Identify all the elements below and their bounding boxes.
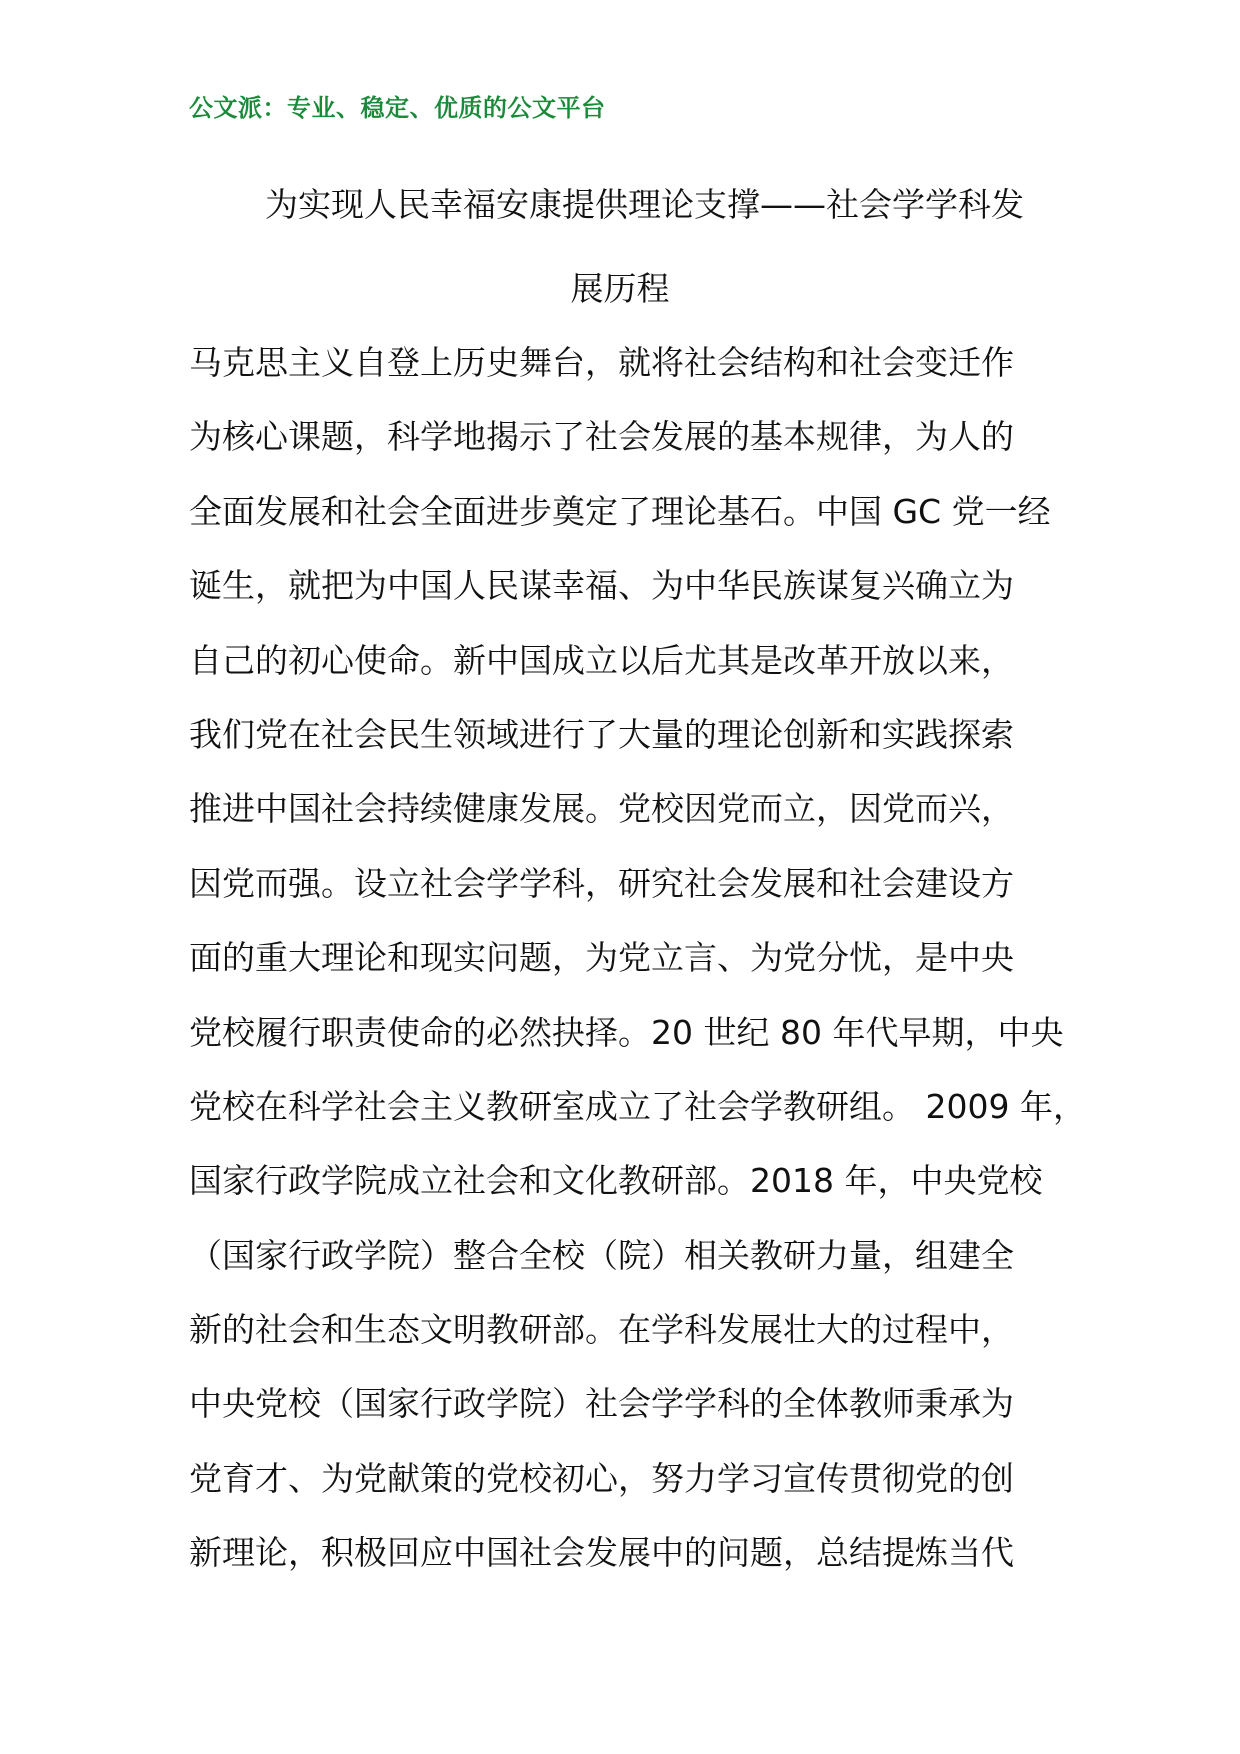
body-text-line: 诞生，就把为中国人民谋幸福、为中华民族谋复兴确立为 bbox=[189, 566, 1014, 606]
body-text-line: 国家行政学院成立社会和文化教研部。2018 年，中央党校 bbox=[189, 1161, 1043, 1201]
body-text-line: 新理论，积极回应中国社会发展中的问题，总结提炼当代 bbox=[189, 1533, 1014, 1573]
body-text-line: 党校履行职责使命的必然抉择。20 世纪 80 年代早期，中央 bbox=[189, 1012, 1064, 1052]
article-body bbox=[189, 326, 1086, 1591]
body-text-line: 推进中国社会持续健康发展。党校因党而立，因党而兴， bbox=[189, 789, 1014, 829]
body-text-line: 面的重大理论和现实问题，为党立言、为党分忧，是中央 bbox=[189, 938, 1014, 978]
site-header-slogan: 公文派：专业、稳定、优质的公文平台 bbox=[189, 94, 606, 122]
body-text-line: 自己的初心使命。新中国成立以后尤其是改革开放以来， bbox=[189, 640, 1014, 680]
article-title-line-1: 为实现人民幸福安康提供理论支撑——社会学学科发 bbox=[265, 185, 1024, 224]
body-text-line: 马克思主义自登上历史舞台，就将社会结构和社会变迁作 bbox=[189, 343, 1014, 382]
body-text-line: 党育才、为党献策的党校初心，努力学习宣传贯彻党的创 bbox=[189, 1458, 1014, 1498]
body-text-line: 我们党在社会民生领域进行了大量的理论创新和实践探索 bbox=[189, 714, 1014, 754]
body-text-line: 党校在科学社会主义教研室成立了社会学教研组。 2009 年， bbox=[189, 1086, 1086, 1126]
body-text-line: 因党而强。设立社会学学科，研究社会发展和社会建设方 bbox=[189, 863, 1014, 903]
body-text-line: 中央党校（国家行政学院）社会学学科的全体教师秉承为 bbox=[189, 1384, 1014, 1424]
body-text-line: 为核心课题，科学地揭示了社会发展的基本规律，为人的 bbox=[189, 417, 1014, 457]
body-text-line: （国家行政学院）整合全校（院）相关教研力量，组建全 bbox=[189, 1235, 1014, 1275]
article-title bbox=[189, 163, 1051, 331]
body-text-line: 全面发展和社会全面进步奠定了理论基石。中国 GC 党一经 bbox=[189, 491, 1051, 531]
body-text-line: 新的社会和生态文明教研部。在学科发展壮大的过程中， bbox=[189, 1310, 1014, 1350]
article-title-line-2: 展历程 bbox=[570, 269, 670, 308]
